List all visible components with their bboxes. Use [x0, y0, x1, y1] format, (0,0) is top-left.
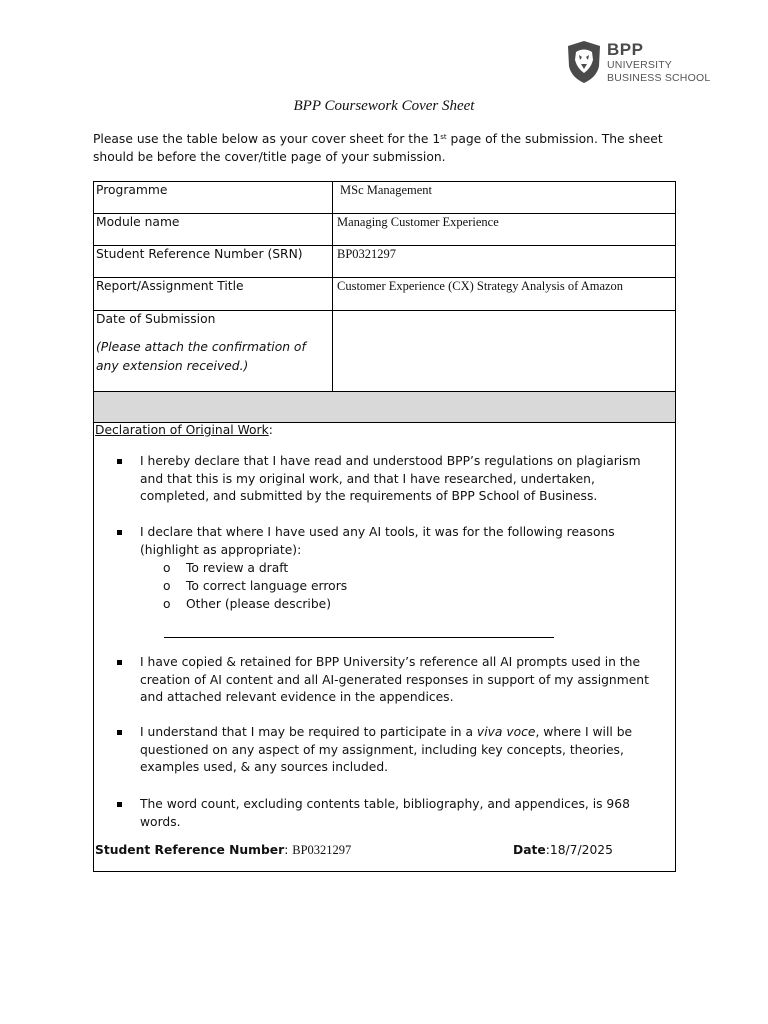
footer-srn-value[interactable]: BP0321297 — [292, 843, 352, 857]
srn-label: Student Reference Number (SRN) — [94, 246, 333, 278]
lion-shield-icon — [566, 40, 602, 84]
declaration-bullet-4 — [140, 724, 665, 777]
cover-table — [93, 181, 676, 872]
declaration-row — [94, 423, 676, 872]
declaration-heading-text: Declaration of Original Work — [95, 423, 269, 437]
ai-reason-language-errors[interactable]: o To correct language errors — [186, 577, 347, 595]
report-title-label: Report/Assignment Title — [94, 278, 333, 311]
logo-line-2: BUSINESS SCHOOL — [607, 71, 711, 84]
footer-srn-label: Student Reference Number — [95, 843, 285, 857]
declaration-heading — [95, 423, 273, 437]
table-row — [94, 182, 676, 214]
programme-value[interactable]: MSc Management — [333, 182, 676, 214]
declaration-heading-colon: : — [268, 423, 273, 437]
report-title-value[interactable]: Customer Experience (CX) Strategy Analysis of Amazon — [333, 278, 676, 311]
declaration-bullet-2: I declare that where I have used any AI tools, it was for the following reasons (highlight as appropriate): — [140, 524, 665, 559]
grey-separator — [94, 392, 676, 423]
ai-reason-review-draft[interactable]: o To review a draft — [186, 559, 288, 577]
module-value[interactable]: Managing Customer Experience — [333, 214, 676, 246]
intro-part-1: Please use the table below as your cover sheet for the 1 — [93, 132, 441, 146]
declaration-cell — [94, 423, 676, 872]
footer-date-label: Date — [513, 843, 546, 857]
srn-value[interactable]: BP0321297 — [333, 246, 676, 278]
page-title: BPP Coursework Cover Sheet — [293, 98, 475, 114]
other-description-line[interactable] — [164, 637, 554, 638]
table-row — [94, 214, 676, 246]
module-label: Module name — [94, 214, 333, 246]
footer-date — [513, 843, 613, 857]
bpp-logo — [566, 40, 710, 84]
footer-date-value[interactable]: 18/7/2025 — [549, 843, 613, 857]
date-of-submission-value[interactable] — [333, 311, 676, 392]
viva-post: , where I will be questioned on any aspect of my assignment, including key concepts, theories, examples used, & any sources included. — [140, 725, 633, 774]
logo-line-1: UNIVERSITY — [607, 59, 673, 71]
programme-label: Programme — [94, 182, 333, 214]
declaration-bullet-5: The word count, excluding contents table, bibliography, and appendices, is 968 words. — [140, 796, 665, 831]
intro-text — [93, 130, 678, 166]
date-of-submission-label: Date of Submission — [96, 312, 216, 326]
separator-row — [94, 392, 676, 423]
viva-voce-term: viva voce — [476, 725, 536, 739]
viva-pre: I understand that I may be required to participate in a — [140, 725, 477, 739]
logo-brand: BPP — [607, 40, 644, 59]
ai-reason-other[interactable]: o Other (please describe) — [186, 595, 331, 613]
intro-superscript: st — [440, 133, 447, 141]
date-of-submission-cell — [94, 311, 333, 392]
footer-srn — [95, 843, 351, 858]
table-row — [94, 278, 676, 311]
table-row — [94, 311, 676, 392]
declaration-bullet-3: I have copied & retained for BPP University’s reference all AI prompts used in the creation of AI content and all AI-generated responses in support of my assignment and attached relevant evidence in the appendices. — [140, 654, 665, 707]
footer-date-sep: : — [545, 843, 550, 857]
intro-part-2: page of the submission. The sheet should be before the cover/title page of your submission. — [93, 132, 663, 164]
declaration-bullet-1: I hereby declare that I have read and understood BPP’s regulations on plagiarism and that this is my original work, and that I have researched, undertaken, completed, and submitted by the requirements of BPP School of Business. — [140, 453, 665, 506]
table-row — [94, 246, 676, 278]
footer-srn-sep: : — [284, 843, 293, 857]
extension-note: (Please attach the confirmation of any extension received.) — [96, 340, 306, 373]
